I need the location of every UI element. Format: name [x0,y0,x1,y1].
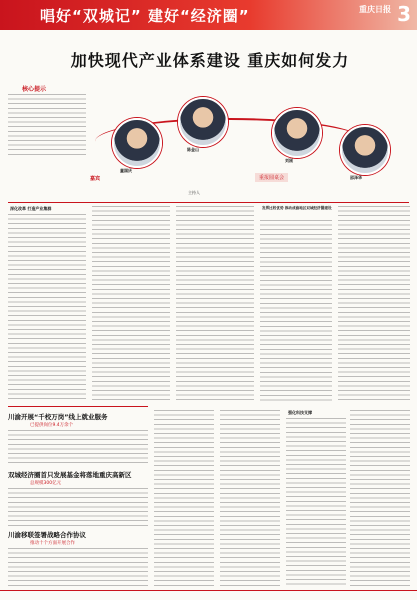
top-banner [0,0,417,30]
news-subtitle-2: 总规模300亿元 [30,481,62,486]
news-title-2: 双城经济圈首只发展基金将落地重庆高新区 [8,471,132,479]
page-headline: 加快现代产业体系建设 重庆如何发力 [70,51,350,70]
news-title-1: 川渝开展“千校万岗”线上就业服务 [8,413,108,421]
news-body-1 [8,430,148,466]
article-column-7 [220,410,280,588]
page-footer [0,590,417,600]
news-subtitle-3: 推动十个方面开展合作 [30,541,75,546]
core-tips-label: 核心提示 [22,86,47,93]
news-body-3 [8,548,148,588]
section-head-3: 强化科技支撑 [288,410,312,415]
article-column-3 [176,206,254,402]
article-column-9 [350,410,410,588]
guest-photo-1 [112,118,162,168]
divider-news [8,406,148,407]
guest-photo-3 [272,108,322,158]
news-title-3: 川渝移联签署战略合作协议 [8,531,86,539]
roundtable-tag: 重报圆桌会 [255,173,288,182]
section-head-2: 发挥比较优势 推动成渝地区双城经济圈建设 [262,206,332,210]
article-column-6 [154,410,214,588]
guest-name-2: 陈金山 [187,147,199,152]
masthead: 重庆日报 [359,5,391,14]
divider-top [8,202,409,203]
news-subtitle-1: 已提供岗位9.4万余个 [30,423,74,428]
article-column-4 [260,220,332,402]
page-number: 3 [397,2,411,26]
guests-label: 嘉宾 [90,176,101,182]
guest-name-1: 童国庆 [120,168,132,173]
news-body-2 [8,488,148,526]
guest-photo-2 [178,97,228,147]
guest-name-4: 邵泽华 [350,175,362,180]
host-label: 主持人 [188,190,200,195]
article-column-5 [338,206,410,402]
core-tips-text [8,94,86,156]
guest-name-3: 刘刚 [285,158,293,163]
article-column-1 [8,214,86,402]
banner-slogan: 唱好“双城记” 建好“经济圈” [40,7,250,25]
section-head-1: 深化改革 打造产业集群 [10,206,52,211]
article-column-8 [286,418,346,588]
guest-photo-4 [340,125,390,175]
article-column-2 [92,206,170,402]
